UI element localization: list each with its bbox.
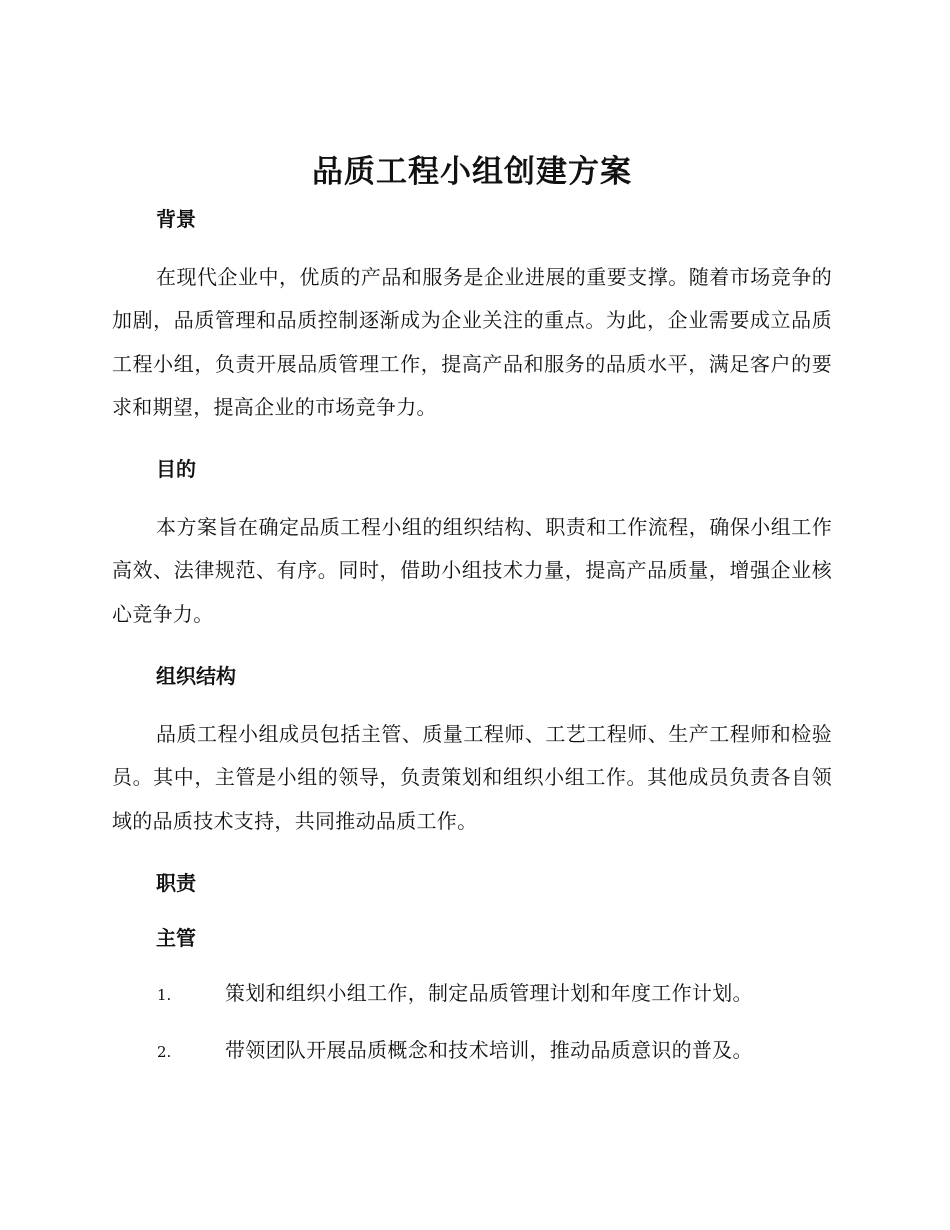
- list-item-text: 带领团队开展品质概念和技术培训，推动品质意识的普及。: [225, 1037, 753, 1062]
- list-item-number: 1.: [157, 985, 172, 1004]
- list-item: [112, 1035, 832, 1067]
- section-heading-purpose: 目的: [156, 457, 196, 482]
- section-paragraph-organization: 品质工程小组成员包括主管、质量工程师、工艺工程师、生产工程师和检验员。其中，主管是小组的领导，负责策划和组织小组工作。其他成员负责各自领域的品质技术支持，共同推动品质工作。: [112, 722, 832, 833]
- section-paragraph-purpose: 本方案旨在确定品质工程小组的组织结构、职责和工作流程，确保小组工作高效、法律规范、有序。同时，借助小组技术力量，提高产品质量，增强企业核心竞争力。: [112, 515, 832, 626]
- supervisor-duties-list: [112, 978, 832, 1067]
- section-heading-duties: 职责: [156, 870, 196, 895]
- list-item: [112, 978, 832, 1010]
- list-item-text: 策划和组织小组工作，制定品质管理计划和年度工作计划。: [225, 980, 753, 1005]
- section-heading-organization: 组织结构: [156, 664, 236, 689]
- section-paragraph-background: 在现代企业中，优质的产品和服务是企业进展的重要支撑。随着市场竞争的加剧，品质管理和品质控制逐渐成为企业关注的重点。为此，企业需要成立品质工程小组，负责开展品质管理工作，提高产品和服务的品质水平，满足客户的要求和期望，提高企业的市场竞争力。: [112, 265, 832, 419]
- section-heading-background: 背景: [156, 207, 196, 231]
- document-page: [112, 148, 832, 1067]
- list-item-number: 2.: [157, 1042, 172, 1061]
- document-title: 品质工程小组创建方案: [312, 154, 632, 190]
- section-heading-supervisor: 主管: [156, 925, 196, 950]
